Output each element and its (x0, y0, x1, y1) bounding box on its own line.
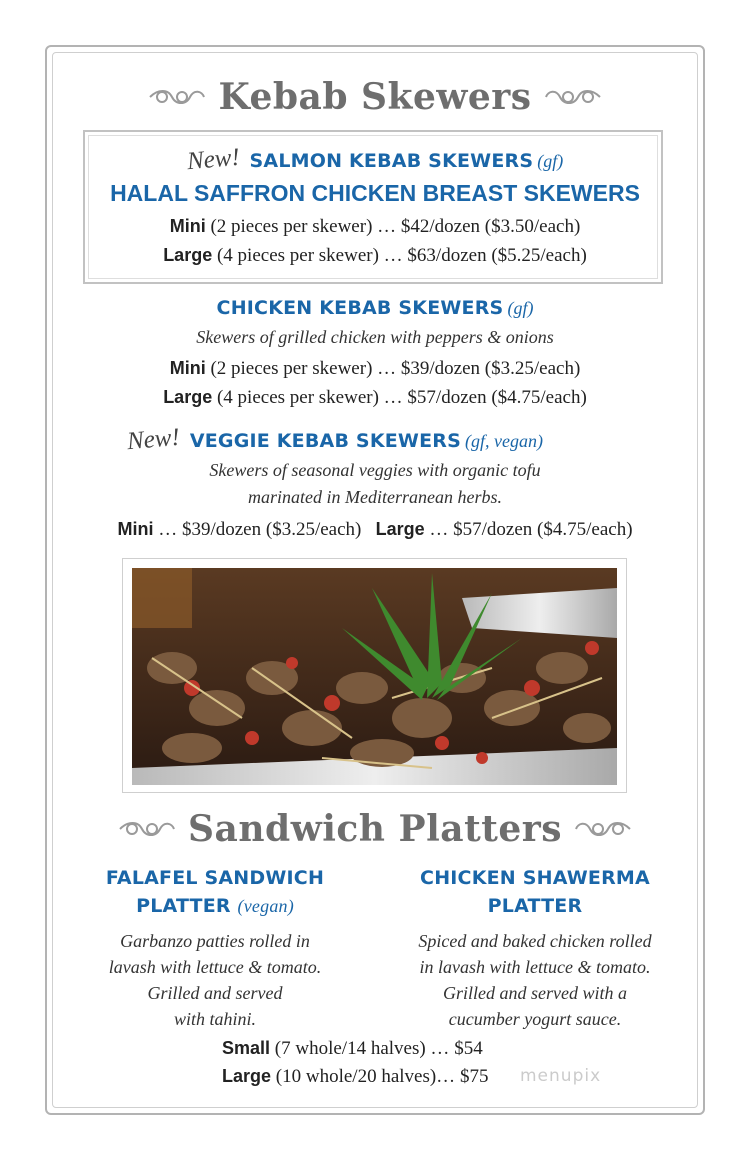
price-value: … $57/dozen ($4.75/each) (429, 519, 633, 540)
size-detail: (4 pieces per skewer) … (216, 387, 403, 408)
price-value: $39/dozen ($3.25/each) (400, 358, 581, 379)
kebab-section-header (0, 76, 750, 118)
sandwich-small-price (222, 1038, 483, 1060)
veggie-desc-1: Skewers of seasonal veggies with organic tofu (209, 460, 541, 480)
featured-title-line (0, 143, 750, 176)
shawerma-desc-line: Spiced and baked chicken rolled (418, 931, 652, 951)
size-label: Large (375, 519, 425, 539)
chicken-mini-price (0, 358, 750, 380)
kebab-tray-illustration (132, 568, 617, 785)
size-detail: (10 whole/20 halves)… (275, 1066, 456, 1087)
falafel-desc-line: Grilled and served (147, 983, 283, 1003)
watermark: menupix (520, 1066, 602, 1086)
chicken-diet: (gf) (507, 298, 534, 318)
size-label: Mini (169, 358, 206, 378)
price-value: $57/dozen ($4.75/each) (407, 387, 587, 408)
chicken-kebab-desc: Skewers of grilled chicken with peppers & onions (196, 327, 554, 347)
sandwich-section-header (0, 808, 750, 850)
left-scroll-ornament-icon (148, 85, 206, 109)
falafel-desc-line: lavash with lettuce & tomato. (108, 957, 322, 977)
falafel-platter (80, 864, 350, 1032)
price-value: $42/dozen ($3.50/each) (400, 216, 581, 237)
right-scroll-ornament-icon (574, 817, 632, 841)
sandwich-section-title: Sandwich Platters (188, 808, 562, 850)
featured-mini-price (0, 216, 750, 238)
falafel-title-2-line (80, 892, 350, 920)
veggie-diet: (gf, vegan) (464, 431, 543, 451)
halal-chicken-title: HALAL SAFFRON CHICKEN BREAST SKEWERS (110, 180, 640, 206)
falafel-diet: (vegan) (237, 896, 294, 916)
left-scroll-ornament-icon (118, 817, 176, 841)
size-label: Mini (117, 519, 154, 539)
falafel-desc-line: Garbanzo patties rolled in (120, 931, 310, 951)
veggie-price-line (0, 519, 750, 541)
size-detail: (4 pieces per skewer) … (216, 245, 403, 266)
size-detail: (7 whole/14 halves) … (274, 1038, 450, 1059)
size-label: Large (163, 245, 213, 265)
veggie-desc-2: marinated in Mediterranean herbs. (248, 487, 502, 507)
size-detail: (2 pieces per skewer) … (210, 358, 397, 379)
veggie-kebab-title-line (0, 423, 710, 456)
salmon-diet: (gf) (537, 151, 564, 171)
size-label: Mini (169, 216, 206, 236)
shawerma-desc-line: in lavash with lettuce & tomato. (419, 957, 651, 977)
veggie-kebab-title: VEGGIE KEBAB SKEWERS (189, 430, 461, 452)
shawerma-platter (390, 864, 680, 1032)
kebab-photo (132, 568, 617, 785)
falafel-title-1: FALAFEL SANDWICH (105, 867, 325, 889)
salmon-kebab-title: SALMON KEBAB SKEWERS (249, 150, 534, 172)
featured-large-price (0, 245, 750, 267)
new-tag: New! (185, 143, 241, 176)
halal-title-line (0, 180, 750, 207)
shawerma-title-1: CHICKEN SHAWERMA (420, 867, 650, 889)
size-label: Small (222, 1038, 271, 1058)
price-value: $54 (454, 1038, 483, 1059)
right-scroll-ornament-icon (544, 85, 602, 109)
new-tag: New! (125, 423, 181, 456)
price-value: $75 (459, 1066, 489, 1087)
shawerma-desc-line: cucumber yogurt sauce. (448, 1009, 622, 1029)
falafel-title-2: PLATTER (136, 895, 231, 917)
falafel-desc-line: with tahini. (173, 1009, 256, 1029)
price-value: $63/dozen ($5.25/each) (407, 245, 587, 266)
kebab-photo-frame (122, 558, 627, 793)
size-label: Large (222, 1066, 272, 1086)
kebab-section-title: Kebab Skewers (218, 76, 532, 118)
price-value: … $39/dozen ($3.25/each) (158, 519, 362, 540)
chicken-kebab-title: CHICKEN KEBAB SKEWERS (216, 297, 504, 319)
chicken-kebab-title-line (0, 297, 750, 319)
chicken-large-price (0, 387, 750, 409)
size-label: Large (163, 387, 213, 407)
sandwich-large-price (222, 1066, 488, 1088)
shawerma-title-2: PLATTER (487, 895, 583, 917)
size-detail: (2 pieces per skewer) … (210, 216, 397, 237)
shawerma-desc-line: Grilled and served with a (443, 983, 627, 1003)
